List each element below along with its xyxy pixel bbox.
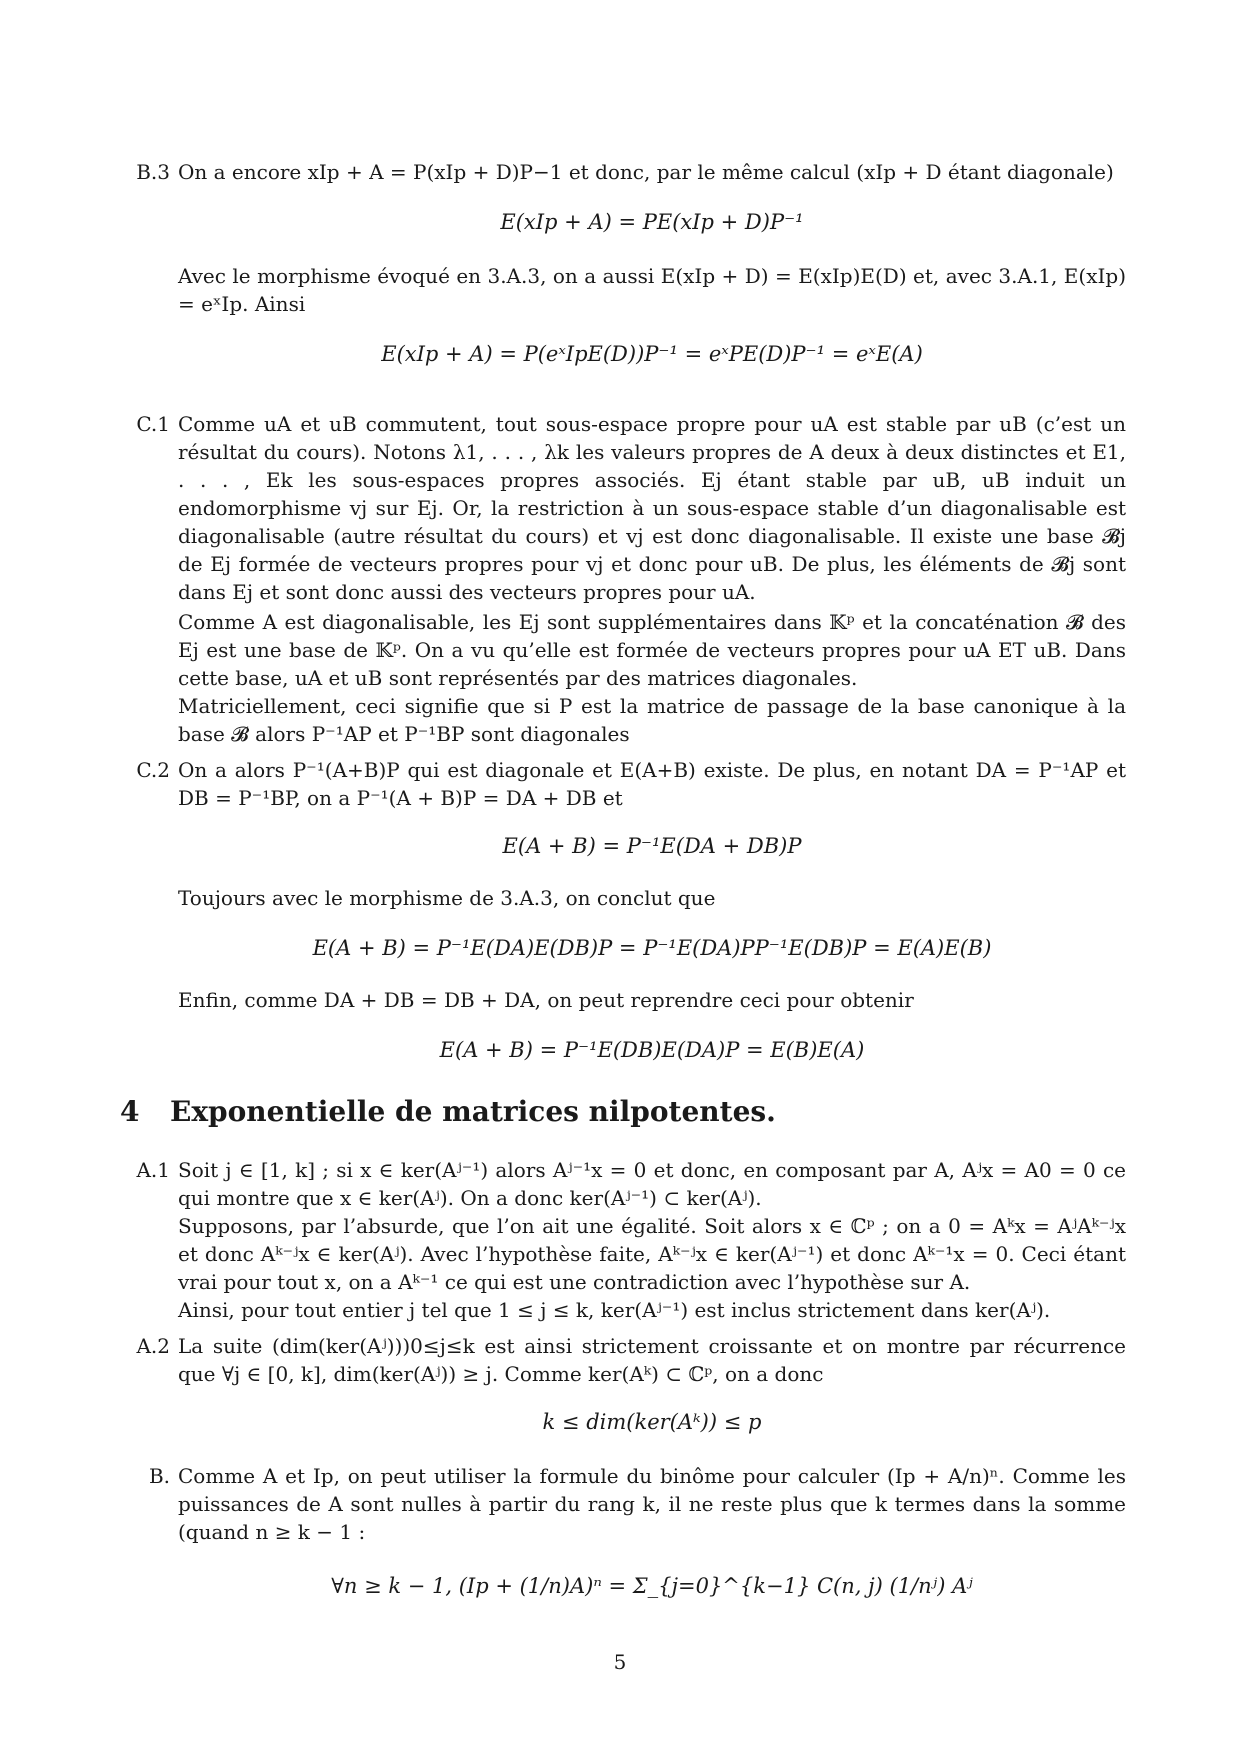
b-equation-1: ∀n ≥ k − 1, (Ip + (1/n)A)ⁿ = Σ_{j=0}^{k−1} C(n, j) (1/nʲ) Aʲ — [331, 1574, 973, 1598]
c2-paragraph-1: On a alors P⁻¹(A+B)P qui est diagonale et E(A+B) existe. De plus, en notant DA = P⁻¹AP et DB = P⁻¹BP, on a P⁻¹(A + B)P = DA + DB et — [178, 758, 1126, 810]
item-label-a2: A.2 — [136, 1334, 170, 1358]
c1-paragraph-3: Matriciellement, ceci signifie que si P est la matrice de passage de la base canonique à la base 𝓑 alors P⁻¹AP et P⁻¹BP sont diagonales — [178, 694, 1126, 746]
c2-equation-2: E(A + B) = P⁻¹E(DA)E(DB)P = P⁻¹E(DA)PP⁻¹E(DB)P = E(A)E(B) — [312, 936, 992, 960]
c2-equation-3: E(A + B) = P⁻¹E(DB)E(DA)P = E(B)E(A) — [439, 1038, 865, 1062]
b3-paragraph-2: Avec le morphisme évoqué en 3.A.3, on a aussi E(xIp + D) = E(xIp)E(D) et, avec 3.A.1, E(xIp) = eˣIp. Ainsi — [178, 264, 1126, 316]
b3-equation-2: E(xIp + A) = P(eˣIpE(D))P⁻¹ = eˣPE(D)P⁻¹ = eˣE(A) — [381, 342, 923, 366]
c2-equation-1: E(A + B) = P⁻¹E(DA + DB)P — [502, 834, 802, 858]
c2-paragraph-3: Enfin, comme DA + DB = DB + DA, on peut reprendre ceci pour obtenir — [178, 988, 914, 1012]
b3-paragraph-1: On a encore xIp + A = P(xIp + D)P−1 et donc, par le même calcul (xIp + D étant diagonale) — [178, 160, 1114, 184]
c2-paragraph-2: Toujours avec le morphisme de 3.A.3, on conclut que — [178, 886, 716, 910]
a2-paragraph-1: La suite (dim(ker(Aʲ)))0≤j≤k est ainsi strictement croissante et on montre par récurrence que ∀j ∈ [0, k], dim(ker(Aʲ)) ≥ j. Comme ker(Aᵏ) ⊂ ℂᵖ, on a donc — [178, 1334, 1126, 1386]
b-paragraph-1: Comme A et Ip, on peut utiliser la formule du binôme pour calculer (Ip + A/n)ⁿ. Comme les puissances de A sont nulles à partir du rang k, il ne reste plus que k termes dans la somme (quand n ≥ k − 1 : — [178, 1464, 1126, 1544]
c1-paragraph-2: Comme A est diagonalisable, les Ej sont supplémentaires dans 𝕂ᵖ et la concaténation 𝓑 des Ej est une base de 𝕂ᵖ. On a vu qu’elle est formée de vecteurs propres pour uA ET uB. Dans cette base, uA et uB sont représentés par des matrices diagonales. — [178, 610, 1126, 690]
item-label-b: B. — [148, 1464, 170, 1488]
a1-paragraph-2: Supposons, par l’absurde, que l’on ait une égalité. Soit alors x ∈ ℂᵖ ; on a 0 = Aᵏx = AʲAᵏ⁻ʲx et donc Aᵏ⁻ʲx ∈ ker(Aʲ). Avec l’hypothèse faite, Aᵏ⁻ʲx ∈ ker(Aʲ⁻¹) et donc Aᵏ⁻¹x = 0. Ceci étant vrai pour tout x, on a Aᵏ⁻¹ ce qui est une contradiction avec l’hypothèse sur A. — [178, 1214, 1126, 1294]
item-label-c1: C.1 — [136, 412, 170, 436]
b3-equation-1: E(xIp + A) = PE(xIp + D)P⁻¹ — [500, 210, 804, 234]
section-title: Exponentielle de matrices nilpotentes. — [170, 1095, 776, 1128]
a1-paragraph-1: Soit j ∈ [1, k] ; si x ∈ ker(Aʲ⁻¹) alors Aʲ⁻¹x = 0 et donc, en composant par A, Aʲx = A0 = 0 ce qui montre que x ∈ ker(Aʲ). On a donc ker(Aʲ⁻¹) ⊂ ker(Aʲ). — [178, 1158, 1126, 1210]
a2-equation-1: k ≤ dim(ker(Aᵏ)) ≤ p — [542, 1410, 762, 1434]
item-label-c2: C.2 — [136, 758, 170, 782]
page-number: 5 — [613, 1650, 627, 1674]
a1-paragraph-3: Ainsi, pour tout entier j tel que 1 ≤ j ≤ k, ker(Aʲ⁻¹) est inclus strictement dans ker(Aʲ). — [178, 1298, 1051, 1322]
section-heading — [120, 1094, 776, 1130]
section-number: 4 — [120, 1095, 140, 1128]
item-label-b3: B.3 — [136, 160, 170, 184]
item-label-a1: A.1 — [136, 1158, 170, 1182]
c1-paragraph-1: Comme uA et uB commutent, tout sous-espace propre pour uA est stable par uB (c’est un résultat du cours). Notons λ1, . . . , λk les valeurs propres de A deux à deux distinctes et E1, . . . , Ek les sous-espaces propres associés. Ej étant stable par uB, uB induit un endomorphisme vj sur Ej. Or, la restriction à un sous-espace stable d’un diagonalisable est diagonalisable (autre résultat du cours) et vj est donc diagonalisable. Il existe une base 𝓑j de Ej formée de vecteurs propres pour vj et donc pour uB. De plus, les éléments de 𝓑j sont dans Ej et sont donc aussi des vecteurs propres pour uA. — [178, 412, 1126, 604]
